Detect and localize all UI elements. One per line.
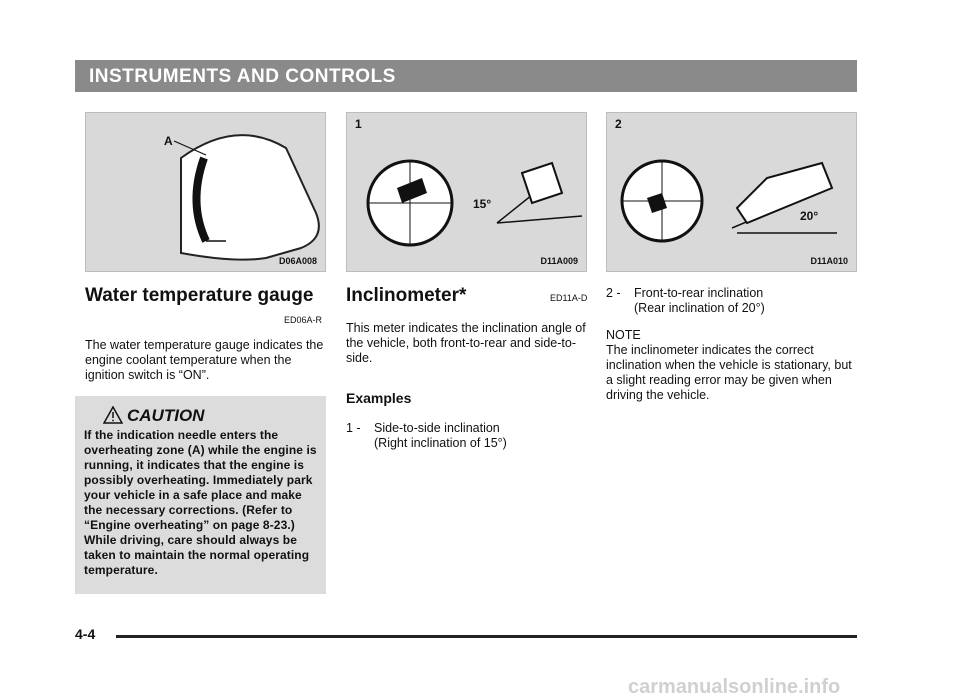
water-temp-body: The water temperature gauge indicates the engine coolant temperature when the ignition switch is “ON”. xyxy=(85,338,324,382)
section-header xyxy=(75,60,857,92)
heading-water-temperature: Water temperature gauge xyxy=(85,285,314,306)
angle-label: 20° xyxy=(800,209,819,223)
gauge-illustration xyxy=(86,113,327,273)
note-label: NOTE xyxy=(606,328,641,342)
inclinometer-side-illustration xyxy=(347,113,588,273)
example-2-title: Front-to-rear inclination xyxy=(634,286,764,300)
figure-code: D06A008 xyxy=(278,256,317,266)
section-title: INSTRUMENTS AND CONTROLS xyxy=(89,66,396,87)
example-1-number: 1 - xyxy=(346,421,361,435)
inclinometer-rear-illustration xyxy=(607,113,858,273)
figure-side-inclination xyxy=(346,112,587,272)
figure-number: 2 xyxy=(615,117,622,131)
ref-code: ED11A-D xyxy=(550,293,588,303)
watermark: carmanualsonline.info xyxy=(628,676,841,698)
caution-title: CAUTION xyxy=(127,406,205,425)
example-1-subtitle: (Right inclination of 15°) xyxy=(374,436,507,450)
warning-icon xyxy=(103,406,123,424)
note-body: The inclinometer indicates the correct inclination when the vehicle is stationary, but a slight reading error may be given when driving the vehicle. xyxy=(606,343,852,402)
figure-water-temp-gauge xyxy=(85,112,326,272)
example-2-subtitle: (Rear inclination of 20°) xyxy=(634,301,765,315)
page-number: 4-4 xyxy=(75,626,96,642)
heading-inclinometer: Inclinometer* xyxy=(346,285,467,306)
inclinometer-body: This meter indicates the inclination angle of the vehicle, both front-to-rear and side-to-side. xyxy=(346,321,586,365)
ref-code: ED06A-R xyxy=(284,315,323,325)
angle-label: 15° xyxy=(473,197,492,211)
callout-label-a: A xyxy=(164,134,173,148)
example-1-title: Side-to-side inclination xyxy=(374,421,500,435)
examples-heading: Examples xyxy=(346,390,412,406)
figure-rear-inclination xyxy=(606,112,857,272)
figure-number: 1 xyxy=(355,117,362,131)
caution-body: If the indication needle enters the overheating zone (A) while the engine is running, it indicates that the engine is possibly overheating. Immediately park your vehicle in a safe place and make the necessary corrections. (Refer to “Engine overheating” on page 8-23.) While driving, care should always be taken to maintain the normal operating temperature. xyxy=(84,428,317,577)
figure-code: D11A010 xyxy=(810,256,848,266)
figure-code: D11A009 xyxy=(540,256,578,266)
footer-rule xyxy=(116,635,857,638)
caution-box xyxy=(75,396,326,594)
example-2-number: 2 - xyxy=(606,286,621,300)
